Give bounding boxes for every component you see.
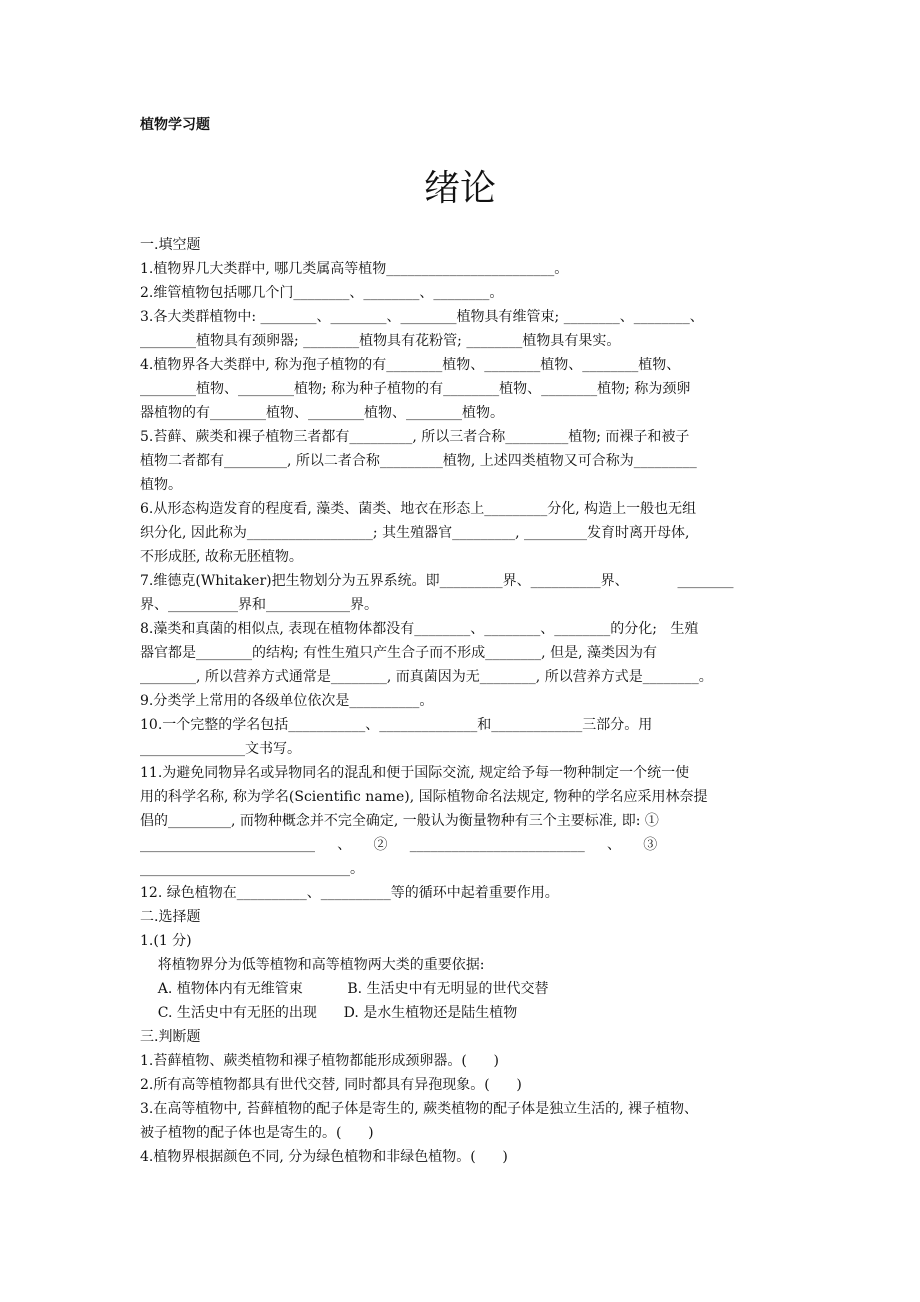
question-line: 1.(1 分) [140, 933, 192, 949]
section-heading-judgment: 三.判断题 [140, 1029, 201, 1045]
question-line: 2.所有高等植物都具有世代交替, 同时都具有异孢现象。( ) [140, 1077, 522, 1093]
question-line: 植物。 [140, 477, 182, 493]
question-line: 4.植物界根据颜色不同, 分为绿色植物和非绿色植物。( ) [140, 1149, 508, 1165]
question-stem: 将植物界分为低等植物和高等植物两大类的重要依据: [140, 957, 485, 973]
question-line: 10.一个完整的学名包括___________、______________和_____________三部分。用 [140, 717, 653, 733]
question-line: ________植物具有颈卵器; ________植物具有花粉管; ________植物具有果实。 [140, 333, 621, 349]
page-title: 绪论 [423, 168, 496, 209]
question-line: 用的科学名称, 称为学名(Scientific name), 国际植物命名法规定, 物种的学名应采用林奈提 [140, 789, 708, 805]
question-line: 7.维德克(Whitaker)把生物划分为五界系统。即_________界、__________界、 ________ [140, 573, 734, 589]
question-line: 界、__________界和____________界。 [140, 597, 378, 613]
question-line: 不形成胚, 故称无胚植物。 [140, 549, 303, 565]
question-line: ______________________________。 [140, 861, 364, 877]
section-heading-choice: 二.选择题 [140, 909, 201, 925]
choice-options: A. 植物体内有无维管束 B. 生活史中有无明显的世代交替 [140, 981, 549, 997]
document-header: 植物学习题 [140, 117, 210, 133]
question-line: 1.植物界几大类群中, 哪几类属高等植物________________________。 [140, 261, 569, 277]
document-body [140, 233, 785, 1169]
section-heading-fill-blank: 一.填空题 [140, 237, 201, 253]
question-line: 11.为避免同物异名或异物同名的混乱和便于国际交流, 规定给予每一物种制定一个统一使 [140, 765, 690, 781]
question-line: 器官都是________的结构; 有性生殖只产生合子而不形成________, 但是, 藻类因为有 [140, 645, 657, 661]
question-line: 被子植物的配子体也是寄生的。( ) [140, 1125, 374, 1141]
question-line: 1.苔藓植物、蕨类植物和裸子植物都能形成颈卵器。( ) [140, 1053, 499, 1069]
question-line: 12. 绿色植物在__________、__________等的循环中起着重要作用。 [140, 885, 559, 901]
choice-options: C. 生活史中有无胚的出现 D. 是水生植物还是陆生植物 [140, 1005, 518, 1021]
question-line: 5.苔藓、蕨类和裸子植物三者都有_________, 所以三者合称_________植物; 而裸子和被子 [140, 429, 690, 445]
question-line: 倡的_________, 而物种概念并不完全确定, 一般认为衡量物种有三个主要标准, 即: ① [140, 813, 659, 829]
question-line: 植物二者都有_________, 所以二者合称_________植物, 上述四类植物又可合称为_________ [140, 453, 697, 469]
question-line: ________, 所以营养方式通常是________, 而真菌因为无________, 所以营养方式是________。 [140, 669, 713, 685]
question-line: 器植物的有________植物、________植物、________植物。 [140, 405, 504, 421]
question-line: 2.维管植物包括哪几个门________、________、________。 [140, 285, 504, 301]
question-line: 6.从形态构造发育的程度看, 藻类、菌类、地衣在形态上_________分化, 构造上一般也无组 [140, 501, 697, 517]
question-line: 9.分类学上常用的各级单位依次是__________。 [140, 693, 434, 709]
question-line: _________________________ 、 ② _________________________ 、 ③ [140, 837, 658, 853]
question-line: _______________文书写。 [140, 741, 301, 757]
question-line: 3.各大类群植物中: ________、________、________植物具有维管束; ________、________、 [140, 309, 704, 325]
question-line: 织分化, 因此称为__________________; 其生殖器官_________, _________发育时离开母体, [140, 525, 690, 541]
question-line: 3.在高等植物中, 苔藓植物的配子体是寄生的, 蕨类植物的配子体是独立生活的, 裸子植物、 [140, 1101, 699, 1117]
question-line: 4.植物界各大类群中, 称为孢子植物的有________植物、________植物、________植物、 [140, 357, 681, 373]
question-line: ________植物、________植物; 称为种子植物的有________植物、________植物; 称为颈卵 [140, 381, 691, 397]
question-line: 8.藻类和真菌的相似点, 表现在植物体都没有________、________、________的分化; 生殖 [140, 621, 699, 637]
